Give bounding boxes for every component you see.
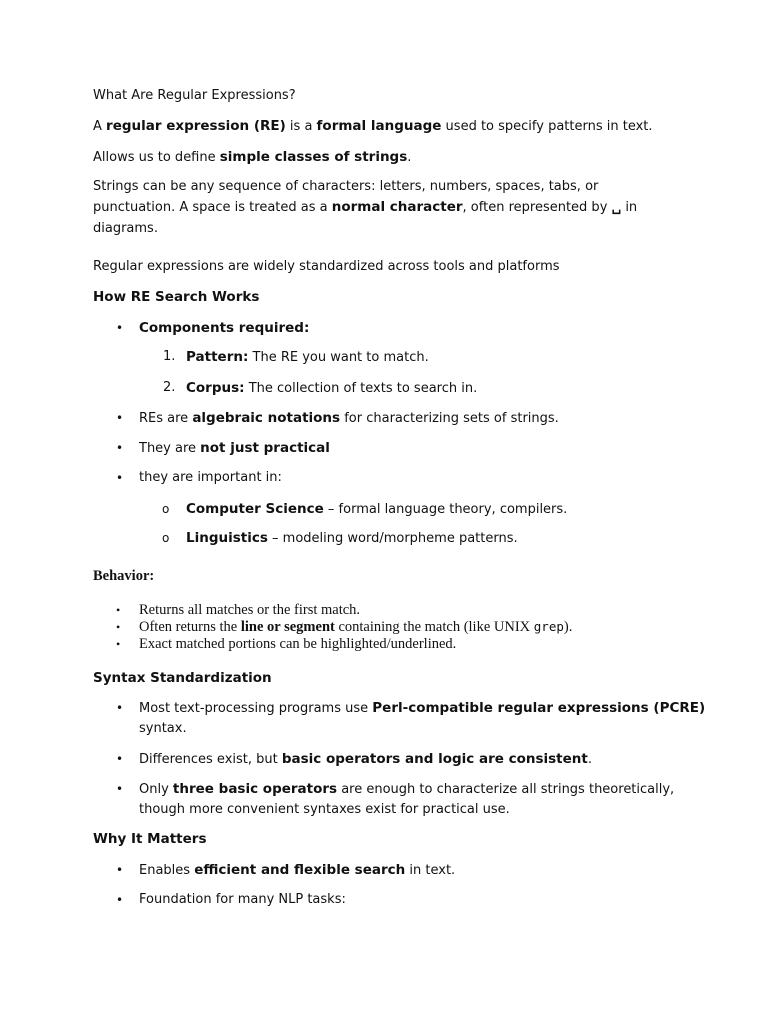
- bullet: •: [116, 321, 124, 335]
- list-item-algebraic: REs are algebraic notations for characterizing sets of strings.: [139, 410, 559, 426]
- bullet: •: [116, 637, 121, 651]
- list-number: 2.: [163, 380, 176, 395]
- list-item-line-or-segment: Often returns the line or segment containing the match (like UNIX grep).: [139, 619, 573, 635]
- list-item-highlighted: Exact matched portions can be highlighted/underlined.: [139, 636, 457, 652]
- document-title: What Are Regular Expressions?: [93, 88, 296, 103]
- list-item-corpus: Corpus: The collection of texts to search in.: [186, 380, 478, 396]
- list-item-nlp-tasks: Foundation for many NLP tasks:: [139, 892, 346, 907]
- bullet: •: [116, 782, 124, 796]
- bullet: •: [116, 441, 124, 455]
- bullet: •: [116, 620, 121, 634]
- list-item-important: they are important in:: [139, 470, 282, 485]
- heading-how-re-search-works: How RE Search Works: [93, 289, 260, 305]
- paragraph-standardized: Regular expressions are widely standardized across tools and platforms: [93, 259, 560, 274]
- sub-bullet: o: [162, 502, 170, 516]
- bullet: •: [116, 863, 124, 877]
- heading-why-it-matters: Why It Matters: [93, 831, 207, 847]
- list-item-components: Components required:: [139, 320, 310, 336]
- list-item-pcre: Most text-processing programs use Perl-compatible regular expressions (PCRE): [139, 700, 706, 716]
- list-item-differences: Differences exist, but basic operators and logic are consistent.: [139, 751, 592, 767]
- paragraph-strings: Strings can be any sequence of characters: letters, numbers, spaces, tabs, or punctuation. A space is treated as a normal character, often represented by ␣ in diagrams.: [93, 179, 638, 236]
- paragraph-classes: Allows us to define simple classes of strings.: [93, 149, 412, 165]
- list-item-pattern: Pattern: The RE you want to match.: [186, 349, 429, 365]
- grep-code: grep: [533, 619, 564, 634]
- list-item-efficient-search: Enables efficient and flexible search in text.: [139, 862, 456, 878]
- list-item-returns-matches: Returns all matches or the first match.: [139, 602, 361, 618]
- heading-syntax-standardization: Syntax Standardization: [93, 670, 272, 686]
- sub-bullet: o: [162, 531, 170, 545]
- list-item-practical: They are not just practical: [139, 440, 330, 456]
- heading-behavior: Behavior:: [93, 568, 155, 584]
- bullet: •: [116, 603, 121, 617]
- list-number: 1.: [163, 349, 176, 364]
- list-item-pcre-continued: syntax.: [139, 721, 187, 736]
- list-item-three-operators-continued: though more convenient syntaxes exist for practical use.: [139, 802, 510, 817]
- bullet: •: [116, 893, 124, 907]
- list-item-computer-science: Computer Science – formal language theory, compilers.: [186, 501, 568, 517]
- list-item-three-operators: Only three basic operators are enough to characterize all strings theoretically,: [139, 781, 675, 797]
- bullet: •: [116, 471, 124, 485]
- bullet: •: [116, 701, 124, 715]
- list-item-linguistics: Linguistics – modeling word/morpheme patterns.: [186, 530, 518, 546]
- bullet: •: [116, 752, 124, 766]
- space-symbol: ␣: [611, 199, 622, 215]
- bullet: •: [116, 411, 124, 425]
- paragraph-definition: A regular expression (RE) is a formal language used to specify patterns in text.: [93, 118, 653, 134]
